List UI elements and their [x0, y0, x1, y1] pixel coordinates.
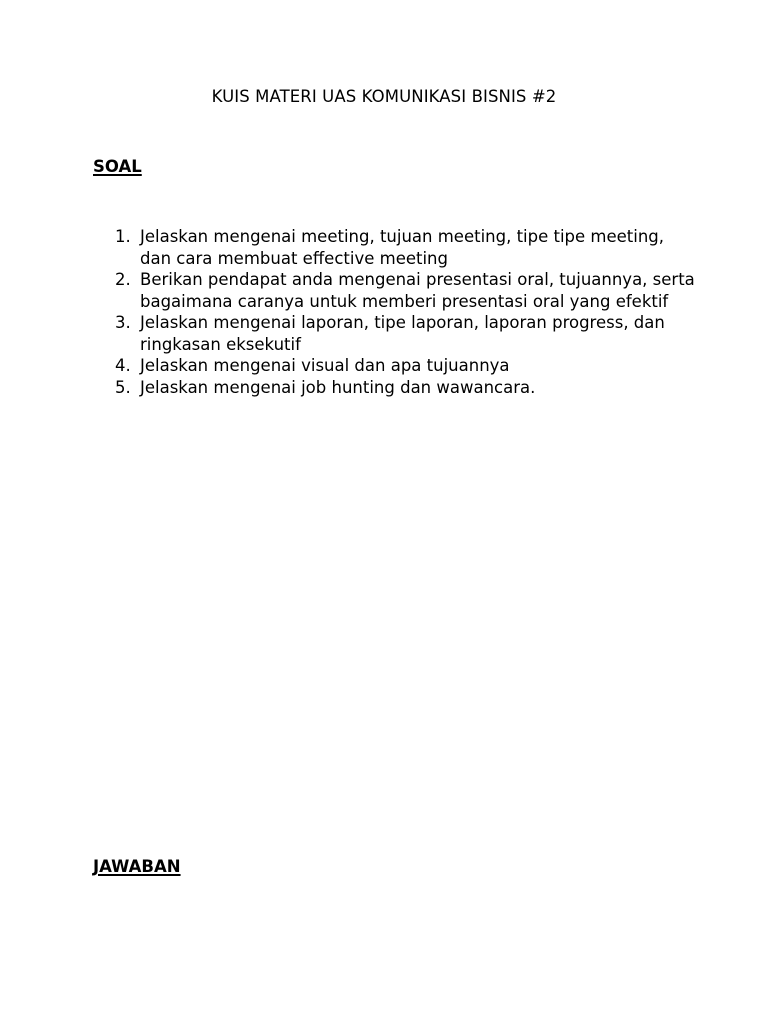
jawaban-heading: JAWABAN: [93, 857, 181, 876]
question-number: 2.: [115, 270, 131, 289]
question-text: Berikan pendapat anda mengenai presentasi oral, tujuannya, serta bagaimana caranya untuk memberi presentasi oral yang efektif: [140, 270, 695, 311]
question-number: 4.: [115, 356, 131, 375]
question-item-4: [115, 355, 695, 377]
question-text: Jelaskan mengenai laporan, tipe laporan, laporan progress, dan ringkasan eksekutif: [140, 313, 665, 354]
question-item-5: [115, 377, 695, 399]
question-number: 1.: [115, 227, 131, 246]
question-item-3: [115, 312, 695, 355]
question-number: 3.: [115, 313, 131, 332]
question-list: [115, 226, 695, 398]
soal-heading: SOAL: [93, 157, 142, 176]
question-text: Jelaskan mengenai visual dan apa tujuannya: [140, 356, 510, 375]
question-text: Jelaskan mengenai meeting, tujuan meeting, tipe tipe meeting, dan cara membuat effective meeting: [140, 227, 665, 268]
question-number: 5.: [115, 377, 131, 397]
question-item-1: [115, 226, 695, 269]
question-text: Jelaskan mengenai job hunting dan wawancara.: [140, 377, 536, 397]
question-item-2: [115, 269, 695, 312]
document-title: KUIS MATERI UAS KOMUNIKASI BISNIS #2: [211, 87, 557, 106]
